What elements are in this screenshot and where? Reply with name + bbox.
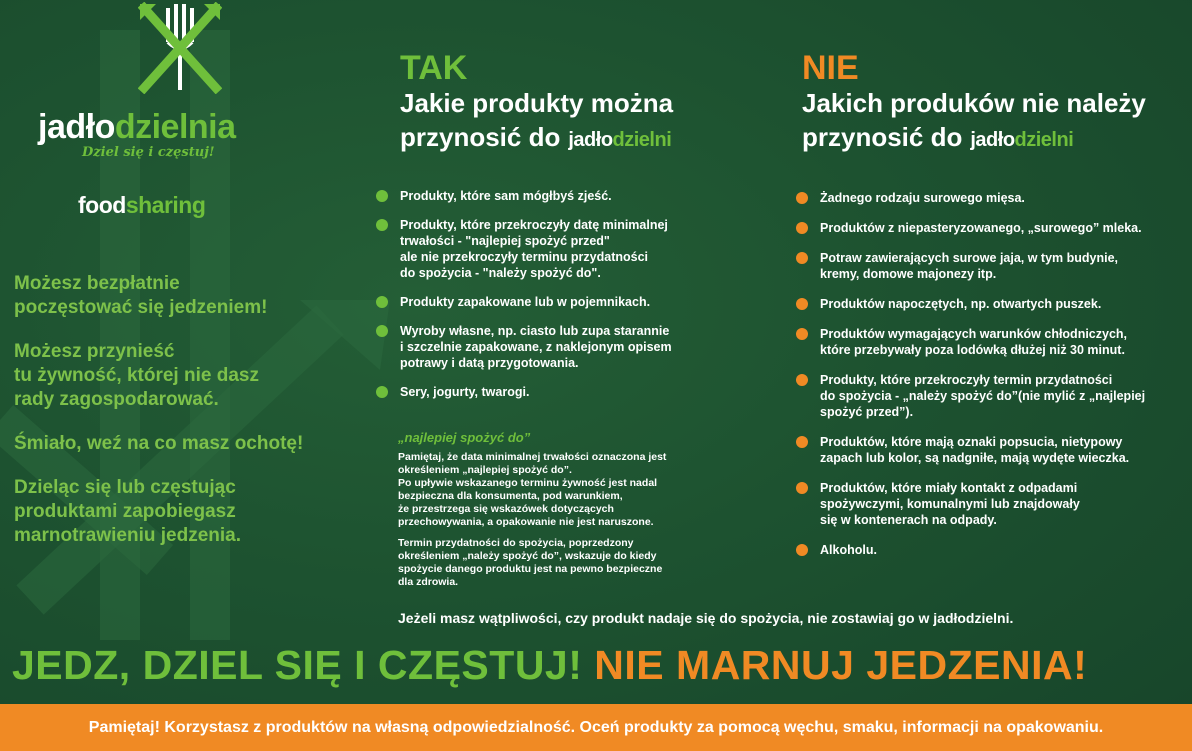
orange-bullet-icon: [796, 328, 808, 340]
list-item: [794, 372, 1174, 420]
list-item: [374, 188, 734, 204]
orange-bullet-icon: [796, 252, 808, 264]
list-item-text: Produkty, które sam mógłbyś zjeść.: [400, 189, 612, 203]
mini-logo-white: jadło: [568, 129, 613, 151]
list-item: [794, 296, 1174, 312]
brand-name-green: dzielnia: [114, 108, 236, 146]
orange-bullet-icon: [796, 436, 808, 448]
list-item: [374, 384, 734, 400]
green-bullet-icon: [376, 296, 388, 308]
list-item: [794, 434, 1174, 466]
best-before-note: [398, 430, 718, 597]
nie-subtitle-text: przynosić do: [802, 122, 963, 152]
list-item: [794, 542, 1174, 558]
left-messages: [14, 272, 344, 568]
tak-subtitle-text: przynosić do: [400, 122, 561, 152]
footer-banner: Pamiętaj! Korzystasz z produktów na własną odpowiedzialność. Oceń produkty za pomocą węchu, smaku, informacji na opakowaniu.: [0, 704, 1192, 751]
left-message: Możesz bezpłatnie poczęstować się jedzeniem!: [14, 273, 268, 318]
brand-slogan: Dziel się i częstuj!: [82, 145, 215, 160]
list-item: [374, 294, 734, 310]
list-item-text: Produktów napoczętych, np. otwartych puszek.: [820, 297, 1102, 311]
list-item: [374, 217, 734, 281]
green-bullet-icon: [376, 325, 388, 337]
foodsharing-white: food: [78, 192, 126, 218]
list-item: [794, 220, 1174, 236]
list-item-text: Sery, jogurty, twarogi.: [400, 385, 530, 399]
list-item-text: Produktów wymagających warunków chłodniczych, które przebywały poza lodówką dłużej niż 30 minut.: [820, 327, 1128, 357]
list-item: [794, 250, 1174, 282]
brand-name-white: jadło: [38, 108, 115, 146]
list-item: [794, 480, 1174, 528]
nie-header: [802, 50, 1182, 157]
list-item-text: Produkty, które przekroczyły datę minimalnej trwałości - "najlepiej spożyć przed" ale nie przekroczyły terminu przydatności do spożycia - "należy spożyć do".: [400, 218, 668, 280]
note-title: „najlepiej spożyć do”: [398, 430, 531, 445]
doubt-notice: Jeżeli masz wątpliwości, czy produkt nadaje się do spożycia, nie zostawiaj go w jadłodzielni.: [398, 610, 1014, 626]
list-item: [794, 190, 1174, 206]
tak-word: TAK: [400, 49, 468, 87]
mini-logo-green: dzielni: [612, 129, 672, 151]
tak-list: [374, 188, 734, 413]
nie-word: NIE: [802, 49, 859, 87]
list-item-text: Wyroby własne, np. ciasto lub zupa starannie i szczelnie zapakowane, z naklejonym opisem potrawy i datą przygotowania.: [400, 324, 672, 370]
mini-brand-logo: [568, 129, 671, 151]
nie-subtitle: [802, 120, 1182, 157]
list-item-text: Produkty, które przekroczyły termin przydatności do spożycia - „należy spożyć do”(nie mylić z „najlepiej spożyć przed”).: [820, 373, 1146, 419]
tak-header: [400, 50, 780, 157]
mini-brand-logo: [970, 129, 1073, 151]
orange-bullet-icon: [796, 222, 808, 234]
note-paragraph: Pamiętaj, że data minimalnej trwałości oznaczona jest określeniem „najlepiej spożyć do”. Po upływie wskazanego terminu żywność jest nadal bezpieczna dla konsumenta, pod warunkiem, że przestrzega się wskazówek dotyczących przechowywania, a opakowanie nie jest naruszone.: [398, 451, 667, 528]
list-item-text: Potraw zawierających surowe jaja, w tym budynie, kremy, domowe majonezy itp.: [820, 251, 1119, 281]
fork-logo-icon: [138, 2, 222, 94]
nie-title: Jakich produków nie należy: [802, 88, 1146, 118]
orange-bullet-icon: [796, 192, 808, 204]
orange-bullet-icon: [796, 374, 808, 386]
list-item-text: Alkoholu.: [820, 543, 877, 557]
tak-title: Jakie produkty można: [400, 88, 674, 118]
brand-logo-text: [38, 108, 236, 147]
list-item-text: Produktów, które mają oznaki popsucia, nietypowy zapach lub kolor, są nadgniłe, mają wydęte wieczka.: [820, 435, 1130, 465]
left-message: Śmiało, weź na co masz ochotę!: [14, 433, 304, 454]
left-message: Dzieląc się lub częstując produktami zapobiegasz marnotrawieniu jedzenia.: [14, 477, 241, 546]
slogan-green: JEDZ, DZIEL SIĘ I CZĘSTUJ!: [12, 642, 583, 688]
left-message: Możesz przynieść tu żywność, której nie dasz rady zagospodarować.: [14, 341, 259, 410]
orange-bullet-icon: [796, 298, 808, 310]
orange-bullet-icon: [796, 482, 808, 494]
list-item: [794, 326, 1174, 358]
foodsharing-logo: [78, 192, 205, 219]
list-item-text: Produkty zapakowane lub w pojemnikach.: [400, 295, 651, 309]
list-item-text: Produktów z niepasteryzowanego, „surowego” mleka.: [820, 221, 1142, 235]
tak-subtitle: [400, 120, 780, 157]
nie-list: [794, 190, 1174, 572]
mini-logo-white: jadło: [970, 129, 1015, 151]
green-bullet-icon: [376, 190, 388, 202]
foodsharing-green: sharing: [125, 192, 206, 218]
list-item: [374, 323, 734, 371]
green-bullet-icon: [376, 219, 388, 231]
mini-logo-green: dzielni: [1014, 129, 1074, 151]
list-item-text: Żadnego rodzaju surowego mięsa.: [820, 191, 1025, 205]
orange-bullet-icon: [796, 544, 808, 556]
list-item-text: Produktów, które miały kontakt z odpadami spożywczymi, komunalnymi lub znajdowały się w kontenerach na odpady.: [820, 481, 1080, 527]
main-slogan: [12, 642, 1192, 689]
green-bullet-icon: [376, 386, 388, 398]
note-paragraph: Termin przydatności do spożycia, poprzedzony określeniem „należy spożyć do”, wskazuje do kiedy spożycie danego produktu jest na pewno bezpieczne dla zdrowia.: [398, 537, 663, 588]
slogan-orange: NIE MARNUJ JEDZENIA!: [594, 642, 1088, 688]
